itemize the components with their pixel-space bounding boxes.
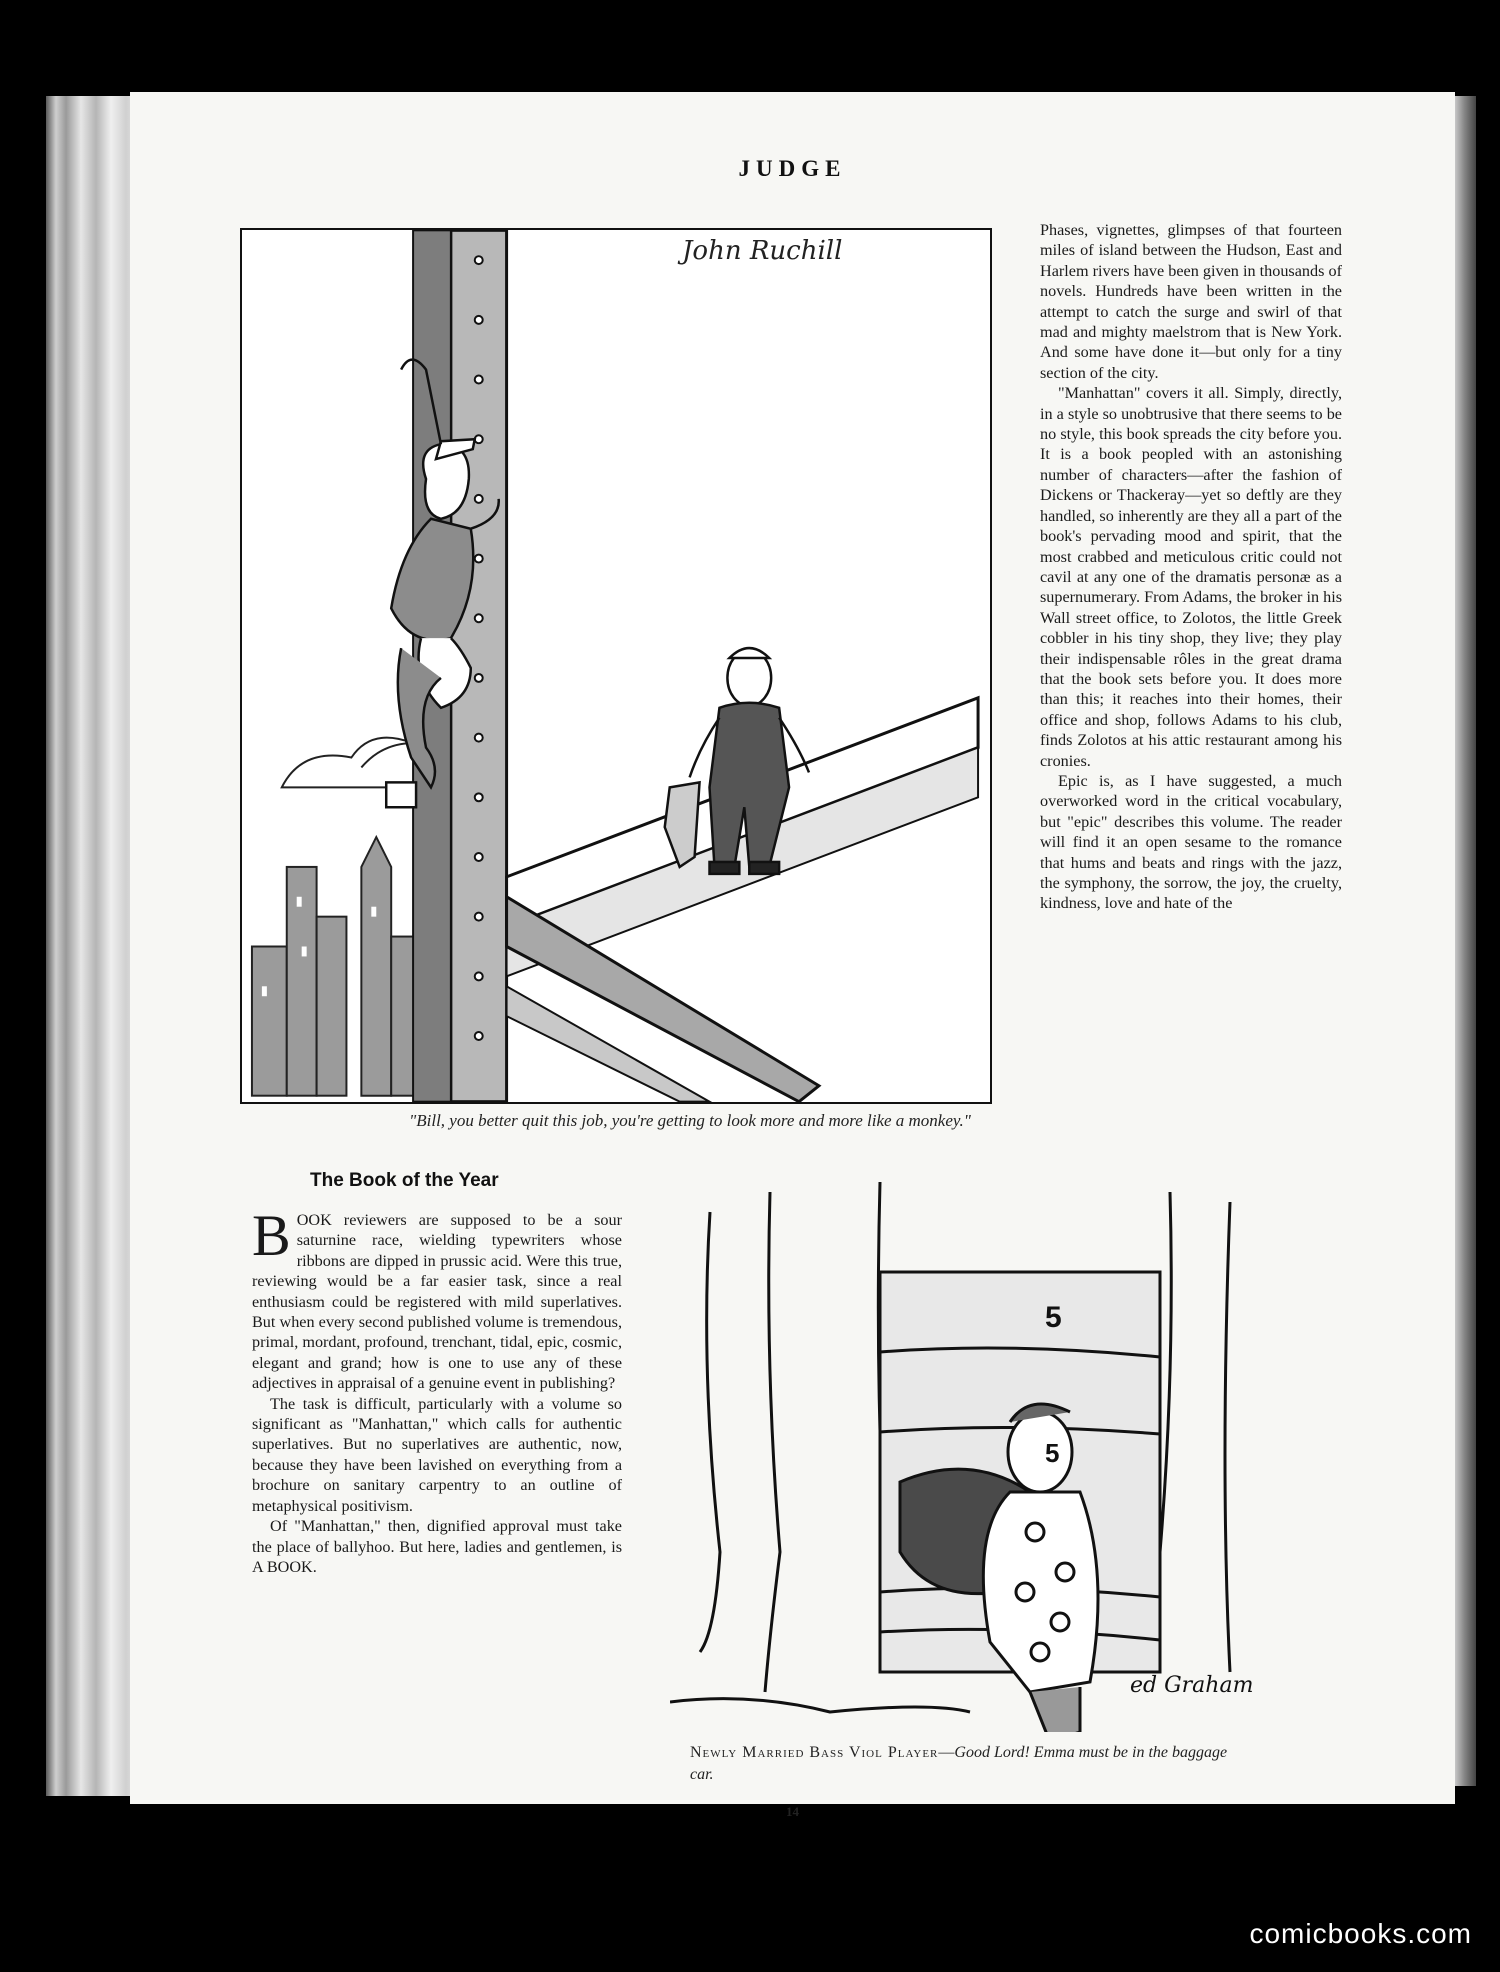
- source-watermark: comicbooks.com: [1249, 1918, 1472, 1949]
- right-column-text: [1040, 220, 1342, 1250]
- cartoon2-caption: [690, 1742, 1250, 1786]
- article-heading: The Book of the Year: [310, 1170, 499, 1191]
- cartoon-steelworkers: [240, 228, 992, 1104]
- bass-viol-illustration: [670, 1172, 1270, 1732]
- cartoon1-signature: John Ruchill: [682, 236, 843, 266]
- article-paragraph-2: The task is difficult, particularly with a volume so significant as "Manhattan," which calls for authentic superlatives. But no superlatives are authentic, now, because they have been lavished on everything from a brochure on sanitary carpentry to an outline of metaphysical positivism.: [252, 1394, 622, 1515]
- running-head: JUDGE: [738, 156, 847, 181]
- door-number-top: 5: [1045, 1301, 1062, 1334]
- caption-dash: —: [938, 1744, 955, 1761]
- cartoon-bass-viol: [670, 1172, 1270, 1732]
- page-number: 14: [786, 1804, 799, 1819]
- article-paragraph-1: [252, 1203, 622, 1394]
- drop-cap: B: [252, 1203, 291, 1268]
- caption-quote: Good Lord! Emma must be in the baggage car.: [690, 1744, 1228, 1783]
- cartoon2-signature: ed Graham: [1130, 1673, 1254, 1698]
- caption-speaker: Newly Married Bass Viol Player: [690, 1744, 939, 1761]
- right-paragraph-3: Epic is, as I have suggested, a much overworked word in the critical vocabulary, but "epic" describes this volume. The reader will find it an open sesame to the romance that hums and beats and rings with the jazz, the symphony, the sorrow, the joy, the cruelty, kindness, love and hate of the: [1040, 771, 1342, 913]
- steelworker-illustration: [242, 230, 990, 1102]
- right-paragraph-2: "Manhattan" covers it all. Simply, directly, in a style so unobtrusive that there seems to be no style, this book spreads the city before you. It is a book peopled with an astonishing number of characters—after the fashion of Dickens or Thackeray—yet so deftly are they handled, so inherently are they all a part of the book's pervading mood and spirit, that the most crabbed and meticulous critic could not cavil at any one of the dramatis personæ as a supernumerary. From Adams, the broker in his Wall street office, to Zolotos, the little Greek cobbler in his tiny shop, they live; they play their indispensable rôles in the great drama that the book sets before you. It does more than this; it reaches into their homes, their office and shop, follows Adams to his club, finds Zolotos at his attic restaurant among his cronies.: [1040, 384, 1342, 770]
- magazine-page: [130, 92, 1455, 1819]
- article-body: [252, 1203, 622, 1577]
- right-paragraph-1: Phases, vignettes, glimpses of that fourteen miles of island between the Hudson, East and Harlem rivers have been given in thousands of novels. Hundreds have been written in the attempt to catch the surge and swirl of that mad and mighty maelstrom that is New York. And some have done it—but only for a tiny section of the city.: [1040, 221, 1342, 382]
- article-paragraph-3: Of "Manhattan," then, dignified approval must take the place of ballyhoo. But here, ladies and gentlemen, is A BOOK.: [252, 1517, 622, 1576]
- cartoon1-caption: "Bill, you better quit this job, you're getting to look more and more like a monkey.": [409, 1111, 971, 1130]
- article-paragraph-1-text: OOK reviewers are supposed to be a sour saturnine race, wielding typewriters whose ribbons are dipped in prussic acid. Were this true, reviewing would be a far easier task, since a real enthusiasm could be registered with mild superlatives. But when every second published volume is tremendous, primal, mordant, profound, trenchant, tidal, epic, cosmic, elegant and grand; how is one to use any of these adjectives in appraisal of a genuine event in publishing?: [252, 1211, 622, 1393]
- facing-page-edge: [1452, 96, 1476, 1786]
- door-number-bottom: 5: [1045, 1438, 1060, 1468]
